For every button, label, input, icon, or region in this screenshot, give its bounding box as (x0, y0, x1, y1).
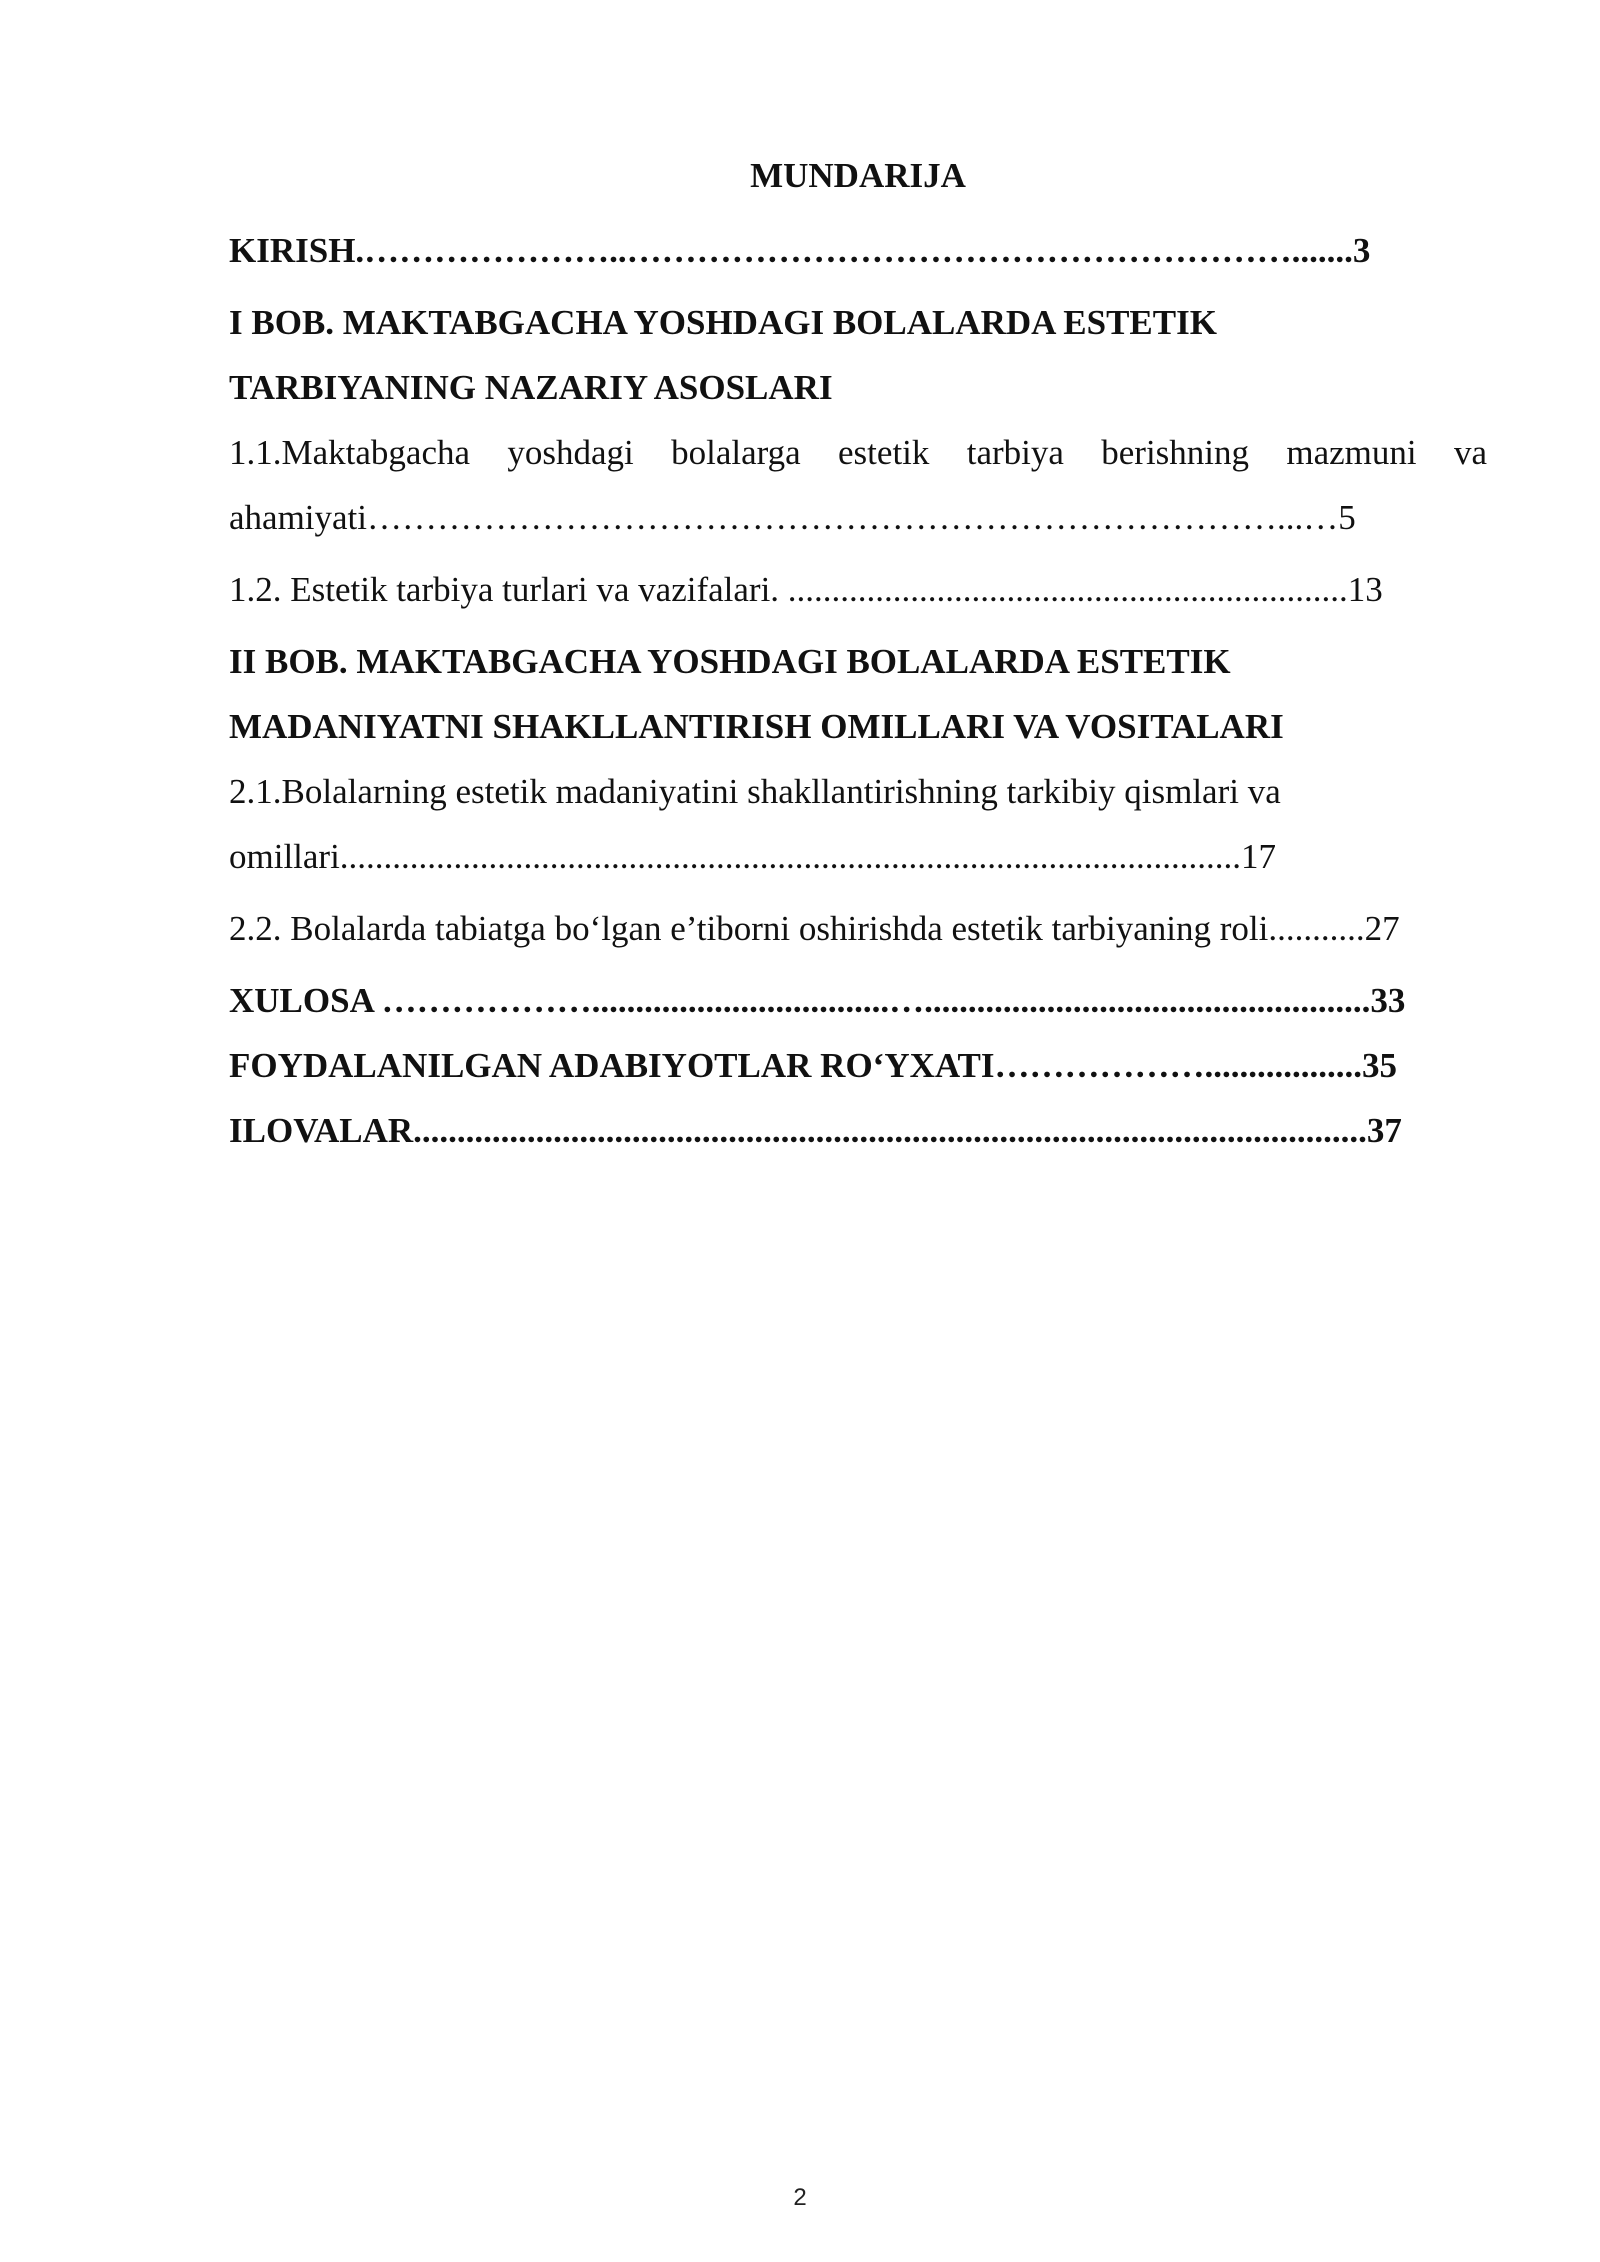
toc-entry-bibliography: FOYDALANILGAN ADABIYOTLAR RO‘YXATI………………..................35 (229, 1046, 1398, 1085)
toc-entry-1-1-line-2: ahamiyati……………………………………………………………………...…5 (229, 498, 1356, 537)
toc-entry-kirish: KIRISH.…………………..………………………………………………….......3 (229, 231, 1371, 270)
toc-chapter-1-title-line-1: I BOB. MAKTABGACHA YOSHDAGI BOLALARDA ESTETIK (229, 303, 1217, 342)
toc-entry-xulosa: XULOSA ………………..................................…...................................................33 (229, 981, 1406, 1020)
toc-chapter-2-title-line-1: II BOB. MAKTABGACHA YOSHDAGI BOLALARDA ESTETIK (229, 642, 1231, 681)
toc-chapter-2-title-line-2: MADANIYATNI SHAKLLANTIRISH OMILLARI VA VOSITALARI (229, 707, 1284, 746)
toc-entry-2-1-line-1: 2.1.Bolalarning estetik madaniyatini shakllantirishning tarkibiy qismlari va (229, 772, 1281, 811)
page-number: 2 (793, 2184, 807, 2211)
toc-entry-2-1-line-2: omillari.......................................................................................................17 (229, 837, 1277, 876)
toc-entry-1-1-line-1: 1.1.Maktabgacha yoshdagi bolalarga estetik tarbiya berishning mazmuni va (229, 433, 1487, 472)
toc-entry-1-2: 1.2. Estetik tarbiya turlari va vazifalari. ................................................................13 (229, 570, 1383, 609)
toc-entry-2-2: 2.2. Bolalarda tabiatga bo‘lgan e’tiborni oshirishda estetik tarbiyaning roli...........27 (229, 909, 1400, 948)
table-of-contents (229, 148, 1487, 1163)
toc-title: MUNDARIJA (750, 156, 966, 195)
toc-entry-ilovalar: ILOVALAR.............................................................................................................37 (229, 1111, 1402, 1150)
toc-chapter-1-title-line-2: TARBIYANING NAZARIY ASOSLARI (229, 368, 833, 407)
